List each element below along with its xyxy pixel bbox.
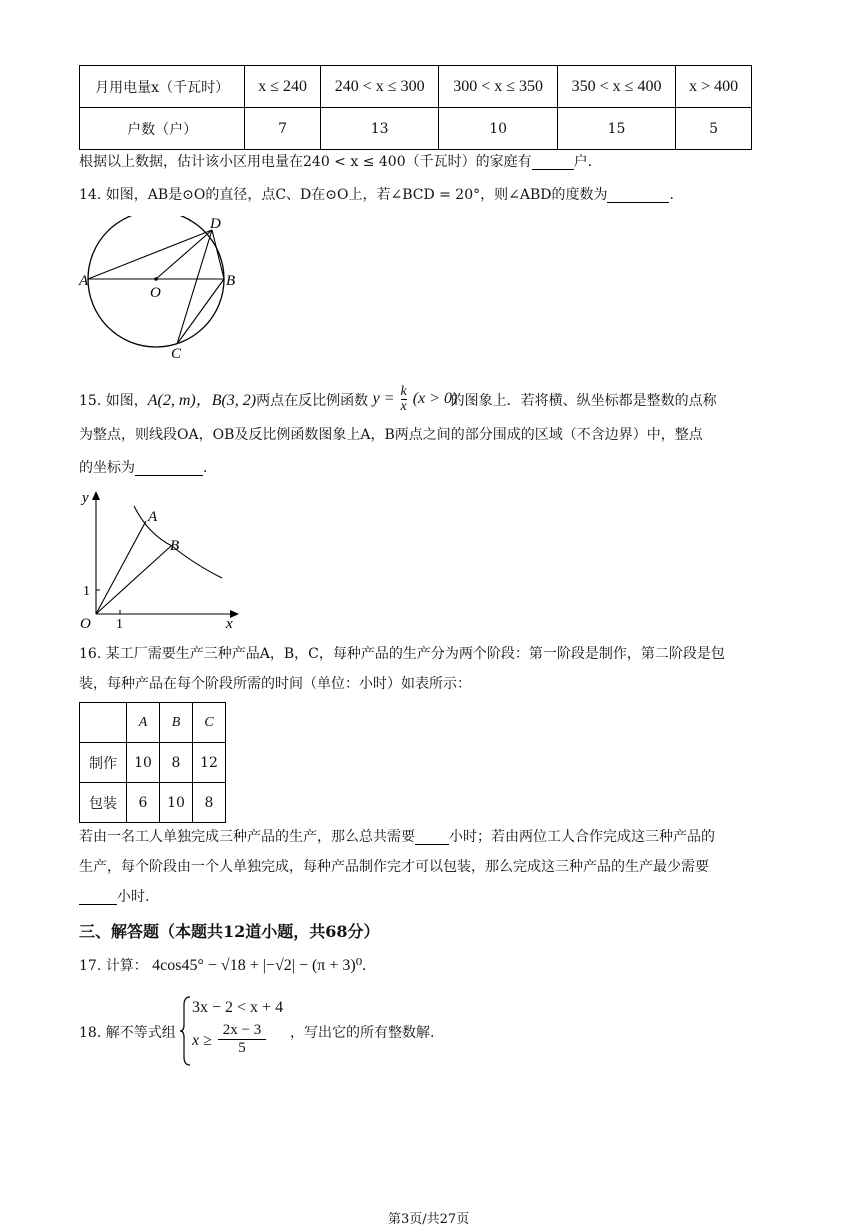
- axis-y-label: y: [82, 490, 89, 506]
- circle-figure: [76, 216, 246, 366]
- table-cell: 8: [160, 743, 193, 783]
- label-d: D: [210, 216, 221, 232]
- inequality-1: 3x − 2 < x + 4: [192, 999, 284, 1016]
- point-a-label: A: [148, 509, 158, 525]
- table-cell: 5: [676, 108, 752, 150]
- q17-label: 17. 计算：: [79, 958, 148, 974]
- answer-blank: [532, 155, 574, 170]
- q16-line1: 16. 某工厂需要生产三种产品A，B，C，每种产品的生产分为两个阶段：第一阶段是制作，第二阶段是包: [79, 646, 725, 662]
- point-b-label: B: [170, 538, 180, 554]
- table-cell: 12: [193, 743, 226, 783]
- q15-line3: [79, 461, 207, 476]
- table-cell: A: [127, 703, 160, 743]
- table-cell: 15: [557, 108, 675, 150]
- q16-line5: [79, 890, 149, 905]
- table-cell: 10: [160, 783, 193, 823]
- table-row: [80, 703, 226, 743]
- left-brace-icon: [180, 995, 192, 1067]
- table-row: [80, 66, 752, 108]
- label-a: A: [79, 273, 89, 289]
- table-cell: 6: [127, 783, 160, 823]
- table-cell: B: [160, 703, 193, 743]
- axis-x-label: x: [226, 616, 233, 632]
- table-cell: 240 < x ≤ 300: [320, 66, 438, 108]
- inequality-2-left: x ≥: [192, 1032, 212, 1049]
- q18-label: 18. 解不等式组: [79, 1025, 176, 1041]
- tick-y-1: 1: [83, 584, 90, 599]
- table-cell: 10: [127, 743, 160, 783]
- q16-line3-a: 若由一名工人单独完成三种产品的生产，那么总共需要: [79, 829, 415, 845]
- electricity-table: [79, 65, 752, 150]
- table-cell: C: [193, 703, 226, 743]
- section-heading: 三、解答题（本题共12道小题，共68分）: [79, 922, 380, 941]
- q15-mid: 两点在反比例函数: [256, 393, 369, 410]
- label-o: O: [150, 285, 161, 301]
- table-cell: 户数（户）: [80, 108, 245, 150]
- table-cell: 300 < x ≤ 350: [439, 66, 557, 108]
- q14-end: .: [669, 187, 674, 203]
- q15-suffix: 的图象上．若将横、纵坐标都是整数的点称: [450, 393, 717, 410]
- q13-tail: [79, 155, 592, 170]
- table-cell: x ≤ 240: [245, 66, 321, 108]
- q18-system: [180, 995, 290, 1070]
- table-cell: 10: [439, 108, 557, 150]
- q16-line2: 装，每种产品在每个阶段所需的时间（单位：小时）如表所示：: [79, 676, 471, 692]
- q16-end: 小时.: [117, 889, 150, 905]
- q15-prefix: 15. 如图，: [79, 393, 148, 410]
- inequality-2-fraction: [218, 1022, 266, 1057]
- label-c: C: [171, 346, 182, 362]
- table-cell: 包装: [80, 783, 127, 823]
- q18-tail: ，写出它的所有整数解.: [290, 1025, 435, 1041]
- table-cell: 7: [245, 108, 321, 150]
- table-cell: x > 400: [676, 66, 752, 108]
- table-row: [80, 108, 752, 150]
- q16-line4: 生产，每个阶段由一个人单独完成，每种产品制作完才可以包装，那么完成这三种产品的生产最少需要: [79, 859, 709, 875]
- q15-line2: 为整点，则线段OA，OB及反比例函数图象上A，B两点之间的部分围成的区域（不含边界）中，整点: [79, 427, 703, 443]
- tick-x-1: 1: [116, 617, 123, 632]
- q15-line3-text: 的坐标为: [79, 460, 135, 476]
- hyperbola-figure: [76, 486, 246, 632]
- q17: [79, 958, 366, 974]
- q14-text: [79, 188, 674, 203]
- origin-label: O: [80, 616, 91, 632]
- q15-function: y = $\frac{k}{x}$ (x > 0): [372, 384, 458, 414]
- fraction-denominator: 5: [238, 1040, 246, 1056]
- q15-points: A(2, m)，B(3, 2): [147, 392, 257, 410]
- fraction-numerator: 2x − 3: [218, 1022, 266, 1040]
- production-table: [79, 702, 226, 823]
- answer-blank: [79, 890, 117, 905]
- q17-expression: 4cos45° − √18 + |−√2| − (π + 3)⁰.: [152, 957, 367, 974]
- q16-line3-b: 小时；若由两位工人合作完成这三种产品的: [449, 829, 715, 845]
- answer-blank: [607, 188, 669, 203]
- q15-line1: [79, 384, 717, 416]
- label-b: B: [226, 273, 236, 289]
- answer-blank: [415, 830, 449, 845]
- table-cell: 8: [193, 783, 226, 823]
- q13-end: 户.: [573, 154, 593, 170]
- q16-line3: [79, 830, 715, 845]
- table-cell: 13: [320, 108, 438, 150]
- table-cell: 350 < x ≤ 400: [557, 66, 675, 108]
- table-cell: [80, 703, 127, 743]
- table-cell: 月用电量x（千瓦时）: [80, 66, 245, 108]
- table-row: [80, 783, 226, 823]
- q15-end: .: [203, 460, 208, 476]
- answer-blank: [135, 461, 203, 476]
- page-footer: 第3页/共27页: [388, 1212, 470, 1227]
- q13-text: 根据以上数据，估计该小区用电量在240 < x ≤ 400（千瓦时）的家庭有: [79, 154, 532, 170]
- table-cell: 制作: [80, 743, 127, 783]
- table-row: [80, 743, 226, 783]
- q14-question: 14. 如图，AB是⊙O的直径，点C、D在⊙O上，若∠BCD = 20°，则∠ABD的度数为: [79, 187, 608, 203]
